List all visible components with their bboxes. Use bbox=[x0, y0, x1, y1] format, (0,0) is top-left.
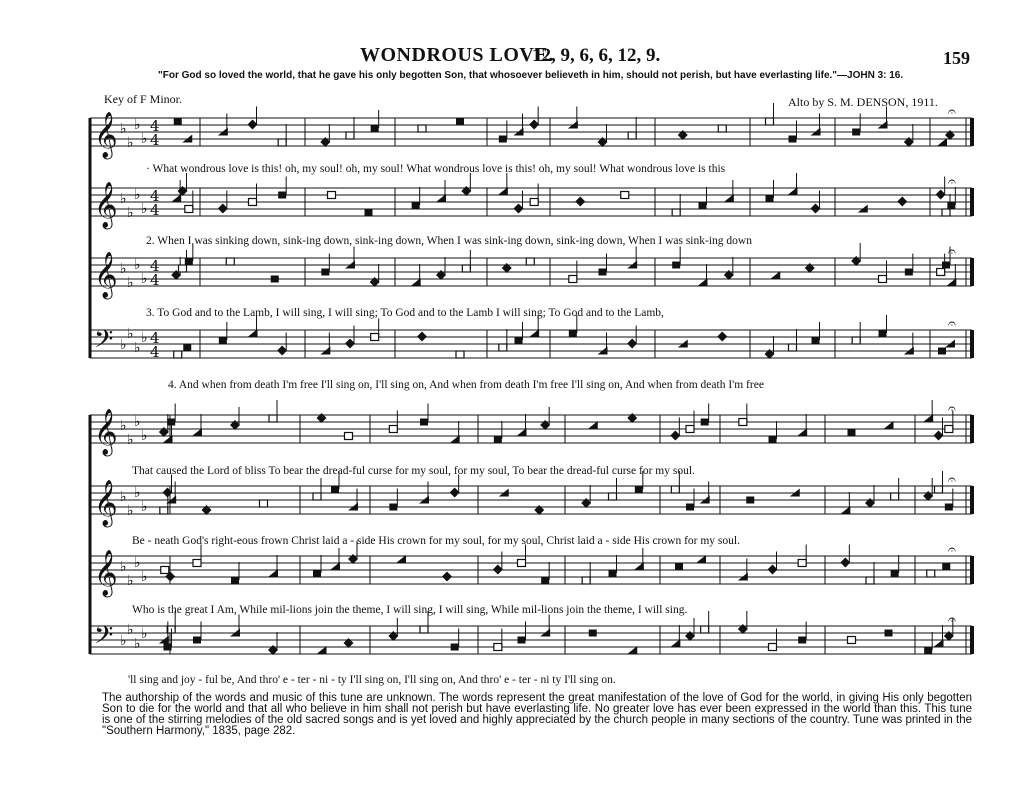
note-head-open bbox=[935, 486, 943, 493]
note-head-open bbox=[328, 192, 336, 199]
note-head-diamond bbox=[575, 197, 585, 207]
flat-icon: ♭ bbox=[127, 135, 134, 151]
note-head-square bbox=[848, 429, 856, 436]
note-head-square bbox=[331, 486, 339, 493]
note-head-square bbox=[942, 563, 950, 570]
note-head-square bbox=[420, 419, 428, 426]
note-head-square bbox=[885, 630, 893, 637]
note-head-open bbox=[582, 577, 590, 584]
note-head-open bbox=[278, 139, 286, 146]
note-head-open bbox=[526, 258, 534, 265]
note-head-square bbox=[672, 262, 680, 269]
note-head-open bbox=[456, 351, 464, 358]
note-head-open bbox=[628, 132, 636, 139]
note-head-square bbox=[891, 570, 899, 577]
note-head-open bbox=[499, 344, 507, 351]
note-head-open bbox=[462, 265, 470, 272]
note-head-open bbox=[852, 337, 860, 344]
note-head-open bbox=[937, 269, 945, 276]
page-number: 159 bbox=[943, 48, 970, 68]
note-head-square bbox=[174, 118, 182, 125]
flat-icon: ♭ bbox=[134, 485, 141, 501]
note-head-square bbox=[609, 570, 617, 577]
flat-icon: ♭ bbox=[141, 271, 148, 287]
fermata-icon: 𝄐 bbox=[948, 542, 956, 558]
flat-icon: ♭ bbox=[134, 636, 141, 652]
note-head-open bbox=[494, 644, 502, 651]
scripture-quote: "For God so loved the world, that he gave his only begotten Son, that whosoever believeth in him, should not perish, but have everlasting life."—JOHN 3: 16. bbox=[158, 70, 904, 81]
note-head-open bbox=[789, 344, 797, 351]
fermata-icon: 𝄐 bbox=[948, 472, 956, 488]
lyric-line-s2-v4: 'll sing and joy - ful be, And thro' e - ter - ni - ty I'll sing on, I'll sing on, And thro' e - ter - ni ty I'll sing on. bbox=[128, 674, 616, 686]
time-signature-top: 4 bbox=[150, 329, 160, 347]
time-signature-top: 4 bbox=[150, 187, 160, 205]
note-head-square bbox=[569, 330, 577, 337]
flat-icon: ♭ bbox=[127, 573, 134, 589]
note-head-square bbox=[164, 644, 172, 651]
treble-clef-icon: 𝄞 bbox=[94, 550, 118, 596]
note-head-open bbox=[518, 560, 526, 567]
flat-icon: ♭ bbox=[134, 414, 141, 430]
treble-clef-icon: 𝄞 bbox=[94, 409, 118, 455]
note-head-square bbox=[389, 504, 397, 511]
note-head-open bbox=[345, 433, 353, 440]
note-head-square bbox=[271, 276, 279, 283]
flat-icon: ♭ bbox=[141, 626, 148, 642]
flat-icon: ♭ bbox=[141, 428, 148, 444]
flat-icon: ♭ bbox=[127, 503, 134, 519]
note-head-open bbox=[260, 500, 268, 507]
note-head-square bbox=[938, 348, 946, 355]
note-head-open bbox=[891, 493, 899, 500]
fermata-icon: 𝄐 bbox=[948, 316, 956, 332]
flat-icon: ♭ bbox=[127, 432, 134, 448]
note-head-diamond bbox=[442, 572, 452, 582]
note-head-open bbox=[185, 206, 193, 213]
bass-clef-icon: 𝄢 bbox=[94, 621, 114, 656]
note-head-open bbox=[739, 419, 747, 426]
time-signature-bottom: 4 bbox=[150, 343, 160, 361]
note-head-open bbox=[621, 192, 629, 199]
flat-icon: ♭ bbox=[127, 622, 134, 638]
note-head-square bbox=[789, 136, 797, 143]
song-title: WONDROUS LOVE. bbox=[360, 44, 554, 66]
flat-icon: ♭ bbox=[120, 121, 127, 137]
flat-icon: ♭ bbox=[120, 418, 127, 434]
note-head-square bbox=[945, 504, 953, 511]
note-head-open bbox=[269, 415, 277, 422]
note-head-open bbox=[866, 577, 874, 584]
note-head-open bbox=[609, 493, 617, 500]
note-head-square bbox=[278, 192, 286, 199]
note-head-open bbox=[420, 626, 428, 633]
note-head-square bbox=[766, 195, 774, 202]
note-head-open bbox=[879, 276, 887, 283]
note-head-open bbox=[769, 644, 777, 651]
note-head-open bbox=[179, 265, 187, 272]
treble-clef-icon: 𝄞 bbox=[94, 182, 118, 228]
flat-icon: ♭ bbox=[141, 569, 148, 585]
note-head-square bbox=[494, 436, 502, 443]
time-signature-top: 4 bbox=[150, 117, 160, 135]
note-head-open bbox=[249, 199, 257, 206]
note-head-open bbox=[942, 209, 950, 216]
note-head-open bbox=[945, 426, 953, 433]
note-head-square bbox=[635, 486, 643, 493]
note-head-open bbox=[389, 426, 397, 433]
time-signature-bottom: 4 bbox=[150, 131, 160, 149]
note-head-square bbox=[686, 504, 694, 511]
note-head-open bbox=[701, 626, 709, 633]
treble-clef-icon: 𝄞 bbox=[94, 480, 118, 526]
time-signature-top: 4 bbox=[150, 257, 160, 275]
flat-icon: ♭ bbox=[120, 489, 127, 505]
note-head-square bbox=[541, 577, 549, 584]
note-head-square bbox=[515, 337, 523, 344]
note-head-square bbox=[852, 129, 860, 136]
note-head-square bbox=[942, 262, 950, 269]
note-head-open bbox=[686, 426, 694, 433]
time-signature-bottom: 4 bbox=[150, 271, 160, 289]
note-head-square bbox=[675, 563, 683, 570]
treble-clef-icon: 𝄞 bbox=[94, 112, 118, 158]
note-head-open bbox=[672, 209, 680, 216]
flat-icon: ♭ bbox=[120, 191, 127, 207]
flat-icon: ♭ bbox=[120, 337, 127, 353]
note-head-square bbox=[599, 269, 607, 276]
note-head-square bbox=[185, 258, 193, 265]
note-head-open bbox=[226, 258, 234, 265]
flat-icon: ♭ bbox=[127, 326, 134, 342]
time-signature-bottom: 4 bbox=[150, 201, 160, 219]
flat-icon: ♭ bbox=[134, 340, 141, 356]
lyric-line-s1-v1: · What wondrous love is this! oh, my soul! oh, my soul! What wondrous love is this! oh, my soul! What wondrous love is this bbox=[146, 163, 726, 175]
note-head-square bbox=[798, 637, 806, 644]
note-head-square bbox=[879, 330, 887, 337]
note-head-square bbox=[365, 209, 373, 216]
note-head-square bbox=[812, 337, 820, 344]
note-head-square bbox=[947, 202, 955, 209]
note-head-square bbox=[589, 630, 597, 637]
lyric-line-s2-v1: That caused the Lord of bliss To bear the dread-ful curse for my soul, for my soul, To bear the dread-ful curse for my soul. bbox=[132, 465, 695, 477]
note-head-diamond bbox=[897, 197, 907, 207]
note-head-open bbox=[161, 567, 169, 574]
lyric-line-s1-v3: 3. To God and to the Lamb, I will sing, I will sing; To God and to the Lamb I will sing; To God and to the Lamb, bbox=[146, 307, 664, 319]
flat-icon: ♭ bbox=[141, 131, 148, 147]
lyric-line-s1-v2: 2. When I was sinking down, sink-ing down, sink-ing down, When I was sink-ing down, sink-ing down, When I was sink-ing down bbox=[146, 235, 752, 247]
note-head-diamond bbox=[717, 332, 727, 342]
note-head-square bbox=[456, 118, 464, 125]
note-head-open bbox=[766, 118, 774, 125]
note-head-open bbox=[160, 507, 168, 514]
lyric-line-s2-v3: Who is the great I Am, While mil-lions join the theme, I will sing, I will sing, While mil-lions join the theme, I will sing. bbox=[132, 604, 688, 616]
note-head-square bbox=[451, 644, 459, 651]
note-head-square bbox=[769, 436, 777, 443]
note-head-square bbox=[183, 344, 191, 351]
note-head-open bbox=[569, 276, 577, 283]
alto-credit: Alto by S. M. DENSON, 1911. bbox=[788, 95, 938, 109]
note-head-open bbox=[193, 560, 201, 567]
flat-icon: ♭ bbox=[134, 117, 141, 133]
note-head-open bbox=[927, 570, 935, 577]
note-head-open bbox=[371, 334, 379, 341]
note-head-open bbox=[530, 199, 538, 206]
note-head-open bbox=[848, 637, 856, 644]
meter-label: 12, 9, 6, 6, 12, 9. bbox=[532, 45, 661, 66]
note-head-square bbox=[746, 497, 754, 504]
lyric-line-s2-v2: Be - neath God's right-eous frown Christ laid a - side His crown for my soul, for my soul, Christ laid a - side His crown for my soul. bbox=[132, 535, 740, 547]
note-head-square bbox=[231, 577, 239, 584]
note-head-square bbox=[313, 570, 321, 577]
flat-icon: ♭ bbox=[141, 499, 148, 515]
fermata-icon: 𝄐 bbox=[948, 244, 956, 260]
key-signature-label: Key of F Minor. bbox=[104, 92, 182, 106]
note-head-open bbox=[671, 486, 679, 493]
fermata-icon: 𝄐 bbox=[948, 104, 956, 120]
note-head-square bbox=[699, 202, 707, 209]
flat-icon: ♭ bbox=[141, 201, 148, 217]
flat-icon: ♭ bbox=[127, 205, 134, 221]
note-head-square bbox=[701, 419, 709, 426]
flat-icon: ♭ bbox=[127, 275, 134, 291]
fermata-icon: 𝄐 bbox=[948, 612, 956, 628]
note-head-open bbox=[346, 132, 354, 139]
flat-icon: ♭ bbox=[120, 559, 127, 575]
note-head-square bbox=[518, 637, 526, 644]
note-head-square bbox=[193, 637, 201, 644]
bass-clef-icon: 𝄢 bbox=[94, 325, 114, 360]
flat-icon: ♭ bbox=[134, 257, 141, 273]
fermata-icon: 𝄐 bbox=[948, 174, 956, 190]
note-head-square bbox=[321, 269, 329, 276]
lyric-line-s1-v4: 4. And when from death I'm free I'll sing on, I'll sing on, And when from death I'm free I'll sing on, And when from death I'm free bbox=[168, 379, 764, 391]
note-head-square bbox=[412, 202, 420, 209]
note-head-open bbox=[798, 560, 806, 567]
footnote-paragraph: The authorship of the words and music of this tune are unknown. The words represent the great manifestation of the love of God for the world, in giving His only begotten Son to die for the world and that all who believe in him shall not perish but have everlasting life. No greater love has ever been expressed in the world than this. This tune is one of the stirring melodies of the old sacred songs and is yet loved and highly appreciated by the church people in many sections of the country. Tune was printed in the "Southern Harmony," 1835, page 282. bbox=[102, 692, 972, 737]
note-head-square bbox=[499, 136, 507, 143]
note-head-open bbox=[418, 125, 426, 132]
note-head-square bbox=[219, 337, 227, 344]
flat-icon: ♭ bbox=[134, 187, 141, 203]
treble-clef-icon: 𝄞 bbox=[94, 252, 118, 298]
note-head-open bbox=[174, 351, 182, 358]
note-head-open bbox=[313, 493, 321, 500]
note-head-diamond bbox=[417, 332, 427, 342]
note-head-square bbox=[905, 269, 913, 276]
note-head-square bbox=[371, 125, 379, 132]
flat-icon: ♭ bbox=[120, 261, 127, 277]
flat-icon: ♭ bbox=[141, 330, 148, 346]
fermata-icon: 𝄐 bbox=[948, 401, 956, 417]
note-head-open bbox=[718, 125, 726, 132]
flat-icon: ♭ bbox=[120, 633, 127, 649]
flat-icon: ♭ bbox=[134, 555, 141, 571]
note-head-square bbox=[924, 647, 932, 654]
